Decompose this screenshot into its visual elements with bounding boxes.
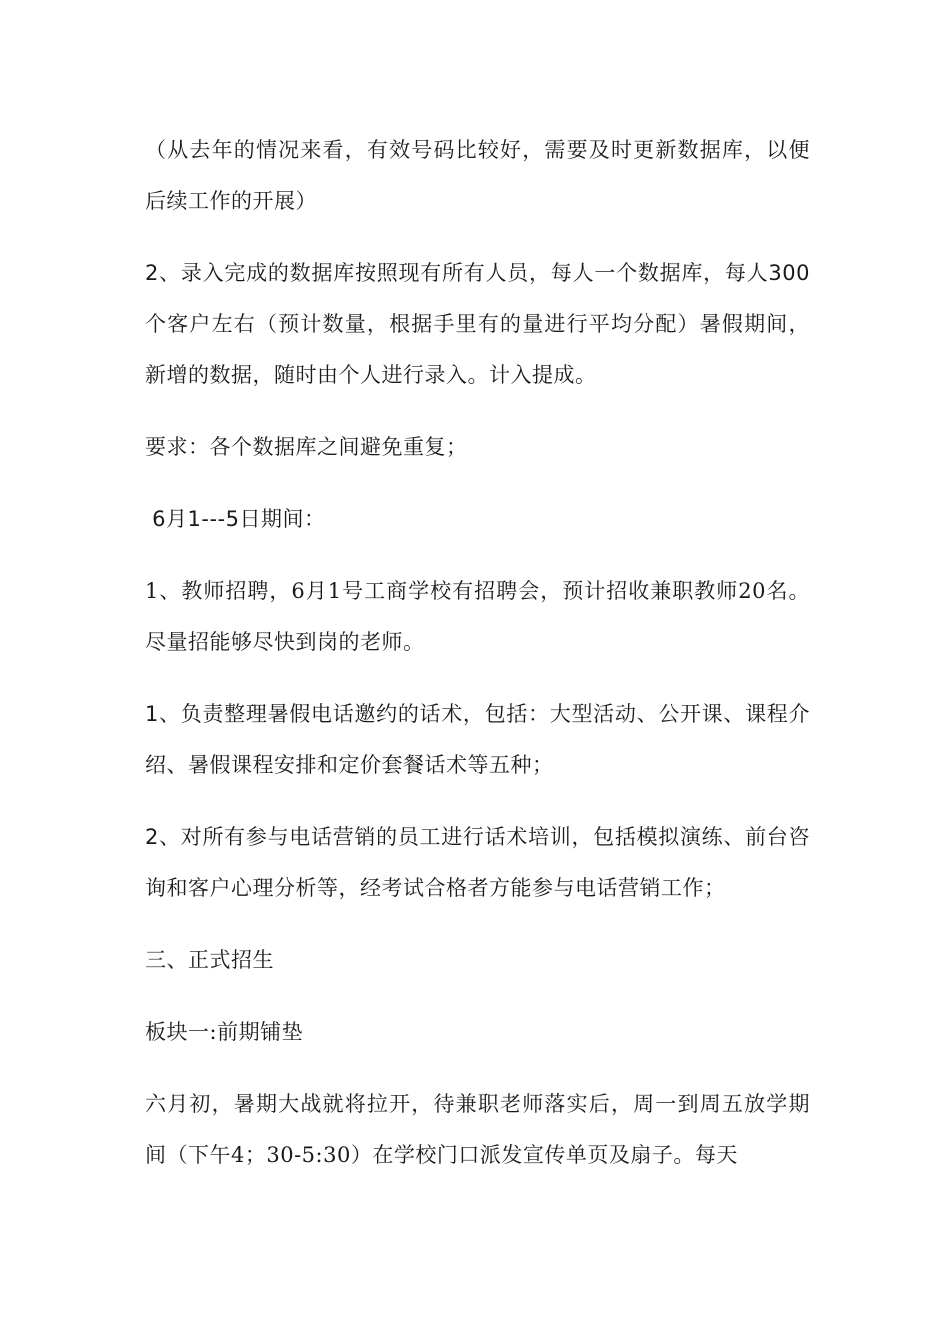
paragraph-script-training: 2、对所有参与电话营销的员工进行话术培训，包括模拟演练、前台咨询和客户心理分析等，经考试合格者方能参与电话营销工作； — [145, 825, 810, 900]
paragraph-database-note: （从去年的情况来看，有效号码比较好，需要及时更新数据库，以便后续工作的开展） — [145, 138, 810, 213]
document-page — [145, 125, 810, 1181]
section-heading-formal-enrollment: 三、正式招生 — [145, 948, 274, 972]
paragraph-requirement: 要求：各个数据库之间避免重复； — [145, 435, 468, 459]
paragraph-teacher-recruitment: 1、教师招聘，6月1号工商学校有招聘会，预计招收兼职教师20名。尽量招能够尽快到岗的老师。 — [145, 579, 810, 654]
subsection-heading-preparation: 板块一:前期铺垫 — [145, 1020, 304, 1044]
paragraph-early-june-plan: 六月初，暑期大战就将拉开，待兼职老师落实后，周一到周五放学期间（下午4；30-5:30）在学校门口派发宣传单页及扇子。每天 — [145, 1092, 810, 1167]
paragraph-database-assignment: 2、录入完成的数据库按照现有所有人员，每人一个数据库，每人300个客户左右（预计数量，根据手里有的量进行平均分配）暑假期间，新增的数据，随时由个人进行录入。计入提成。 — [145, 261, 810, 387]
paragraph-date-range: 6月1---5日期间： — [145, 507, 326, 531]
paragraph-script-preparation: 1、负责整理暑假电话邀约的话术，包括：大型活动、公开课、课程介绍、暑假课程安排和定价套餐话术等五种； — [145, 702, 810, 777]
